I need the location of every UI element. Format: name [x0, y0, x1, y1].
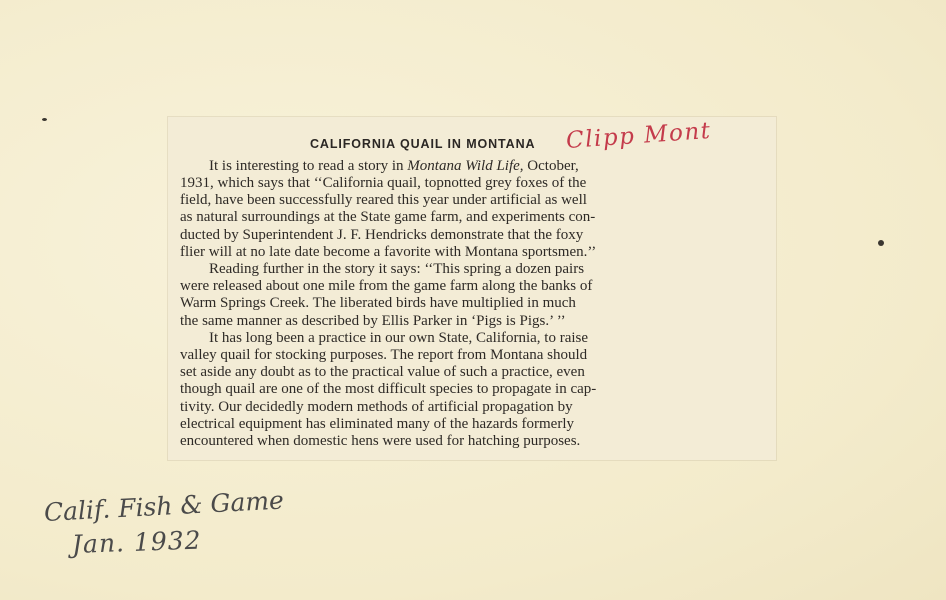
article-line: field, have been successfully reared this year under artificial as well: [180, 192, 587, 208]
clipping-headline: CALIFORNIA QUAIL IN MONTANA: [310, 137, 536, 151]
article-line: tivity. Our decidedly modern methods of artificial propagation by: [180, 399, 573, 415]
article-line: Warm Springs Creek. The liberated birds have multiplied in much: [180, 295, 576, 311]
article-line: valley quail for stocking purposes. The report from Montana should: [180, 347, 588, 363]
paper-speck: [42, 118, 47, 121]
handwritten-date: Jan. 1932: [71, 525, 202, 559]
handwritten-source-line1: Calif. Fish & Game: [43, 485, 285, 527]
article-line: as natural surroundings at the State game farm, and experiments con-: [180, 209, 596, 225]
article-line: ducted by Superintendent J. F. Hendricks demonstrate that the foxy: [180, 227, 584, 243]
article-line: flier will at no late date become a favorite with Montana sportsmen.’’: [180, 244, 597, 260]
article-line: though quail are one of the most difficult species to propagate in cap-: [180, 381, 597, 397]
paper-speck: [878, 240, 884, 246]
article-line: were released about one mile from the game farm along the banks of: [180, 278, 593, 294]
article-line: electrical equipment has eliminated many of the hazards formerly: [180, 416, 575, 432]
newspaper-clipping: [168, 117, 776, 460]
article-line: the same manner as described by Ellis Parker in ‘Pigs is Pigs.’ ’’: [180, 313, 566, 329]
article-line: encountered when domestic hens were used for hatching purposes.: [180, 433, 581, 449]
article-line: set aside any doubt as to the practical value of such a practice, even: [180, 364, 585, 380]
handwritten-source-note: Clipp Mont: [565, 117, 713, 155]
article-line: It has long been a practice in our own State, California, to raise: [209, 330, 589, 346]
article-line: It is interesting to read a story in Montana Wild Life, October,: [209, 158, 579, 174]
article-line: 1931, which says that ‘‘California quail, topnotted grey foxes of the: [180, 175, 587, 191]
article-line: Reading further in the story it says: ‘‘This spring a dozen pairs: [209, 261, 585, 277]
